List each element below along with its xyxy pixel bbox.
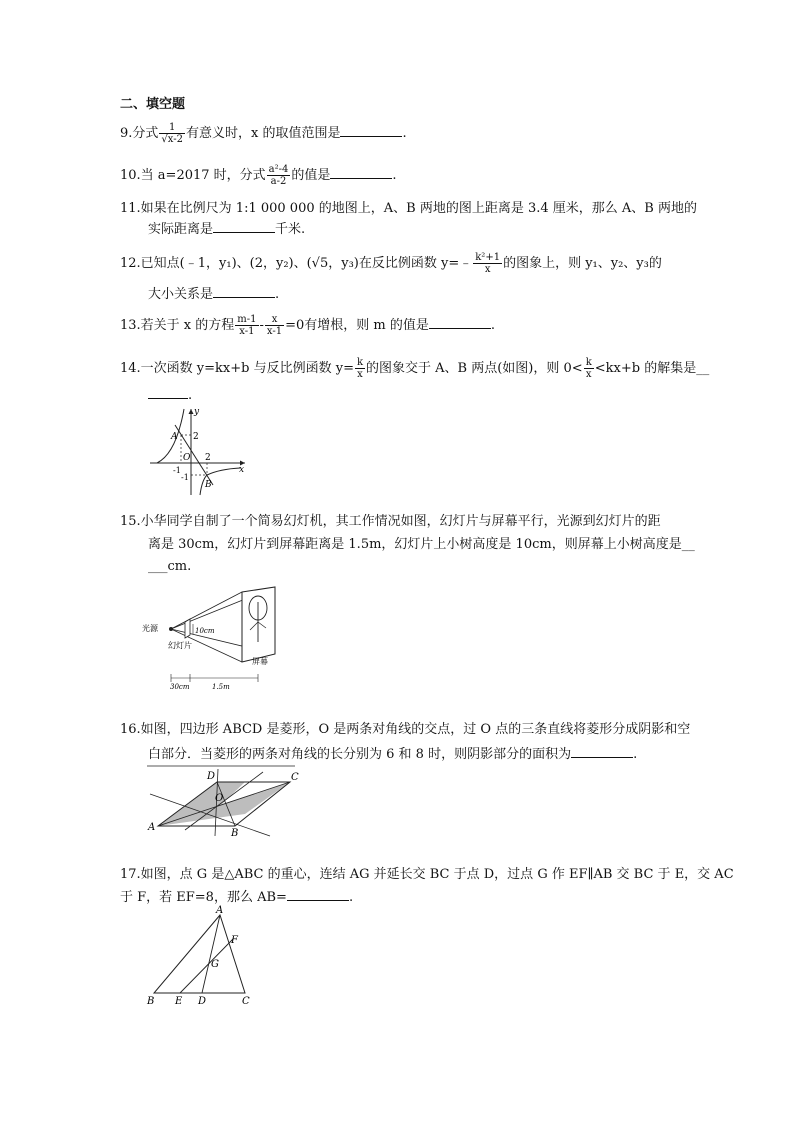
- q13-fraction-1: $\frac{m-1}{x-1}$: [237, 314, 257, 337]
- q11-answer-blank[interactable]: [213, 220, 275, 233]
- question-14: 14.一次函数 y=kx+b 与反比例函数 y= $\frac{k}{x}$ 的图象交于 A、B 两点(如图)，则 0< $\frac{k}{x}$ <kx+b 的解集是__: [120, 357, 710, 380]
- graph-label-a: A: [171, 432, 178, 442]
- q9-prefix: 9.分式: [120, 126, 159, 141]
- segment-ef: [180, 939, 233, 993]
- question-11-line1: 11.如果在比例尺为 1:1 000 000 的地图上，A、B 两地的图上距离是 3.4 厘米，那么 A、B 两地的: [120, 201, 697, 216]
- rhombus-label-c: C: [291, 772, 299, 783]
- q10-answer-blank[interactable]: [330, 166, 392, 179]
- triangle-label-g: G: [211, 959, 219, 970]
- rhombus-label-b: B: [231, 828, 239, 839]
- triangle-label-d: D: [198, 996, 207, 1007]
- triangle-label-e: E: [175, 996, 183, 1007]
- triangle-label-f: F: [231, 935, 238, 946]
- graph-label-neg1-x: -1: [173, 466, 181, 475]
- q15-projector-figure: [140, 582, 290, 692]
- question-16-line2: 白部分．当菱形的两条对角线的长分别为 6 和 8 时，则阴影部分的面积为 .: [148, 747, 638, 762]
- rhombus-label-o: O: [215, 793, 224, 804]
- graph-label-2-y: 2: [193, 432, 199, 442]
- q14-fraction-2: $\frac{k}{x}$: [585, 357, 592, 380]
- triangle-label-a: A: [216, 905, 224, 916]
- q10-prefix: 10.当 a=2017 时，分式: [120, 168, 266, 183]
- question-17-line1: 17.如图，点 G 是△ABC 的重心，连结 AG 并延长交 BC 于点 D，过点 G 作 EF∥AB 交 BC 于 E，交 AC: [120, 867, 734, 882]
- question-15-line2: 离是 30cm，幻灯片到屏幕距离是 1.5m，幻灯片上小树高度是 10cm，则屏幕上小树高度是__: [148, 537, 695, 552]
- graph-label-b: B: [205, 480, 212, 490]
- q13-answer-blank[interactable]: [429, 316, 491, 329]
- section-title: 二、填空题: [120, 97, 186, 112]
- label-slide: 幻灯片: [168, 641, 192, 650]
- question-15-line3: ___cm.: [148, 559, 192, 574]
- question-12-line2: 大小关系是 .: [148, 287, 280, 302]
- triangle-label-c: C: [242, 996, 250, 1007]
- q9-fraction: $\frac{1}{√x-2}$: [161, 122, 183, 145]
- rhombus-label-a: A: [148, 822, 156, 833]
- rhombus-label-d: D: [207, 771, 216, 782]
- q14-graph-figure: [145, 405, 250, 500]
- question-11-line2: 实际距离是 千米.: [148, 222, 306, 237]
- q13-fraction-2: $\frac{x}{x-1}$: [266, 314, 283, 337]
- q17-answer-blank[interactable]: [287, 888, 349, 901]
- question-14-line2: .: [148, 386, 192, 405]
- q16-answer-blank[interactable]: [571, 745, 633, 758]
- triangle-abc: [154, 915, 245, 993]
- label-10cm: 10cm: [195, 627, 215, 635]
- question-13: 13.若关于 x 的方程 $\frac{m-1}{x-1}$ - $\frac{x}{x-1}$ =0有增根，则 m 的值是 .: [120, 314, 496, 337]
- question-9: 9.分式 $\frac{1}{√x-2}$ 有意义时，x 的取值范围是 .: [120, 122, 407, 145]
- graph-label-neg1-y: -1: [181, 473, 189, 482]
- question-10: 10.当 a=2017 时，分式 $\frac{\text{a²-4}}{a-2}$ 的值是 .: [120, 164, 397, 187]
- question-17-line2: 于 F，若 EF=8，那么 AB= .: [120, 890, 354, 905]
- y-axis-arrow-icon: [189, 409, 194, 414]
- q10-fraction: $\frac{\text{a²-4}}{a-2}$: [268, 164, 289, 187]
- label-1-5m: 1.5m: [212, 683, 230, 691]
- q12-fraction: $\frac{\text{k²+1}}{x}$: [475, 252, 501, 275]
- screen: [242, 587, 275, 662]
- q17-triangle-figure: [142, 903, 262, 1008]
- graph-label-x: x: [239, 465, 245, 475]
- triangle-label-b: B: [147, 996, 155, 1007]
- median-ad: [202, 915, 220, 993]
- graph-label-2-x: 2: [205, 453, 211, 463]
- graph-label-o: O: [183, 453, 191, 463]
- question-16-line1: 16.如图，四边形 ABCD 是菱形，O 是两条对角线的交点，过 O 点的三条直线将菱形分成阴影和空: [120, 722, 691, 737]
- graph-label-y: y: [194, 407, 200, 417]
- q14-fraction-1: $\frac{k}{x}$: [356, 357, 364, 380]
- question-12-line1: 12.已知点(﹣1，y₁)、(2，y₂)、(√5，y₃)在反比例函数 y=﹣ $\frac{\text{k²+1}}{x}$ 的图象上，则 y₁、y₂、y₃的: [120, 252, 662, 275]
- slide: [185, 619, 190, 638]
- label-light-source: 光源: [142, 624, 158, 633]
- q10-suffix: 的值是: [291, 168, 331, 183]
- label-screen: 屏幕: [252, 657, 268, 666]
- q14-answer-blank[interactable]: [148, 386, 188, 399]
- q9-suffix: 有意义时，x 的取值范围是: [185, 126, 341, 141]
- q12-answer-blank[interactable]: [213, 285, 275, 298]
- label-30cm: 30cm: [170, 683, 190, 691]
- q9-answer-blank[interactable]: [340, 124, 402, 137]
- question-15-line1: 15.小华同学自制了一个简易幻灯机，其工作情况如图，幻灯片与屏幕平行，光源到幻灯片的距: [120, 514, 661, 529]
- q16-rhombus-figure: [145, 764, 305, 839]
